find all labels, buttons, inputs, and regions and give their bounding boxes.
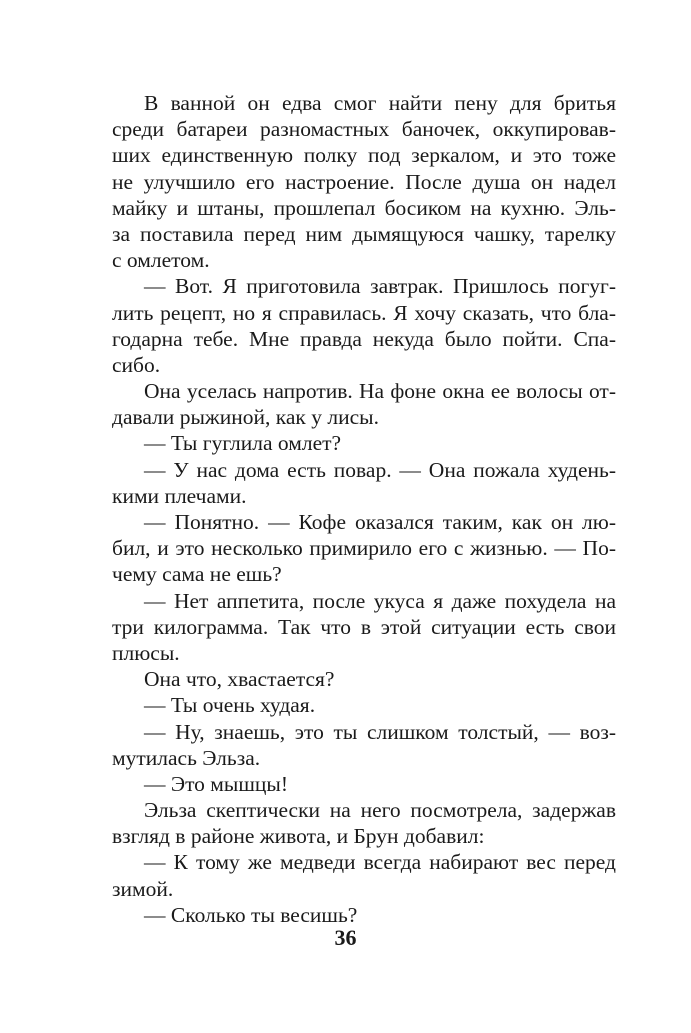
text-line: — К тому же медведи всегда набирают вес перед (144, 850, 616, 875)
text-line: — Ты очень худая. (144, 693, 316, 718)
text-line: давали рыжиной, как у лисы. (112, 405, 379, 430)
text-line: плюсы. (112, 640, 180, 665)
text-line: три килограмма. Так что в этой ситуации есть свои (112, 614, 616, 639)
text-line: В ванной он едва смог найти пену для бритья (144, 91, 616, 115)
text-line: годарна тебе. Мне правда некуда было пойти. Спа- (112, 326, 616, 351)
text-line: мутилась Эльза. (112, 745, 261, 770)
text-line: лить рецепт, но я справилась. Я хочу сказать, что бла- (112, 300, 616, 325)
text-line: с омлетом. (112, 248, 210, 273)
text-line: Эльза скептически на него посмотрела, задержав (144, 798, 616, 823)
text-line: ших единственную полку под зеркалом, и это тоже (112, 143, 616, 168)
text-line: взгляд в районе живота, и Брун добавил: (112, 824, 485, 849)
text-line: майку и штаны, прошлепал босиком на кухню. Эль- (112, 195, 616, 220)
text-line: бил, и это несколько примирило его с жизнью. — По- (112, 536, 616, 561)
text-line: — Вот. Я приготовила завтрак. Пришлось погуг- (144, 274, 616, 299)
text-line: — Сколько ты весишь? (144, 902, 358, 927)
text-line: — Это мышцы! (144, 771, 289, 796)
text-line: — Понятно. — Кофе оказался таким, как он лю- (144, 510, 616, 534)
text-line: — Ты гуглила омлет? (144, 431, 342, 456)
text-line: за поставила перед ним дымящуюся чашку, тарелку (112, 221, 616, 246)
text-line: сибо. (112, 352, 161, 377)
page-body-text (112, 90, 616, 928)
text-line: — Нет аппетита, после укуса я даже похудела на (144, 588, 616, 613)
text-line: кими плечами. (112, 483, 247, 508)
text-line: — Ну, знаешь, это ты слишком толстый, — воз- (144, 719, 616, 744)
text-line: — У нас дома есть повар. — Она пожала худень- (144, 457, 616, 482)
text-line: не улучшило его настроение. После душа он надел (112, 169, 616, 194)
text-line: среди батареи разномастных баночек, оккупировав- (112, 117, 616, 142)
text-line: Она уселась напротив. На фоне окна ее волосы от- (144, 379, 616, 404)
text-line: зимой. (112, 876, 174, 901)
text-line: Она что, хвастается? (144, 667, 335, 692)
page-number: 36 (334, 925, 357, 950)
text-line: чему сама не ешь? (112, 562, 282, 587)
